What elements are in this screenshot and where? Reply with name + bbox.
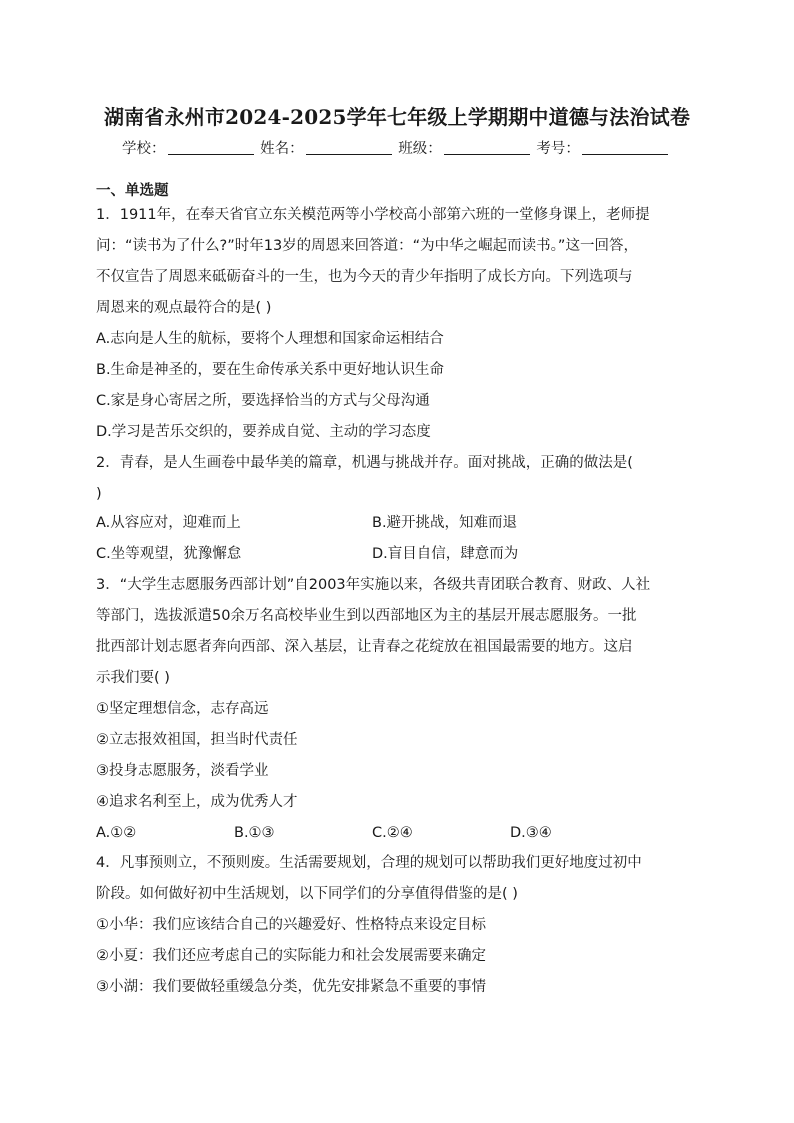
q3-option-b: B.①③ [234,825,275,841]
exam-number-blank [582,142,668,155]
name-blank [306,142,392,155]
q1-stem-line: 不仅宣告了周恩来砥砺奋斗的一生，也为今天的青少年指明了成长方向。下列选项与 [96,269,633,285]
q1-option-a: A.志向是人生的航标，要将个人理想和国家命运相结合 [96,331,444,347]
q1-option-b: B.生命是神圣的，要在生命传承关系中更好地认识生命 [96,362,445,378]
q2-stem-line: 2．青春，是人生画卷中最华美的篇章，机遇与挑战并存。面对挑战，正确的做法是( [96,455,633,471]
q4-statement: ③小湖：我们要做轻重缓急分类，优先安排紧急不重要的事情 [96,979,486,995]
q2-option-b: B.避开挑战，知难而退 [372,515,518,531]
class-blank [444,142,530,155]
section-heading: 一、单选题 [96,183,169,199]
q3-stem-line: 3．“大学生志愿服务西部计划”自2003年实施以来，各级共青团联合教育、财政、人社 [96,577,651,593]
q4-statement: ②小夏：我们还应考虑自己的实际能力和社会发展需要来确定 [96,948,486,964]
school-blank [168,142,254,155]
q3-stem-line: 示我们要( ) [96,670,170,686]
q1-option-d: D.学习是苦乐交织的，要养成自觉、主动的学习态度 [96,424,431,440]
student-info-row [122,137,670,158]
name-label: 姓名： [260,141,304,157]
q2-stem-line: ) [96,486,102,502]
q3-statement: ②立志报效祖国，担当时代责任 [96,732,298,748]
class-label: 班级： [398,141,442,157]
q2-option-c: C.坐等观望，犹豫懈怠 [96,546,242,562]
q1-option-c: C.家是身心寄居之所，要选择恰当的方式与父母沟通 [96,393,430,409]
q4-stem-line: 阶段。如何做好初中生活规划，以下同学们的分享值得借鉴的是( ) [96,886,518,902]
q3-stem-line: 批西部计划志愿者奔向西部、深入基层，让青春之花绽放在祖国最需要的地方。这启 [96,639,633,655]
q3-statement: ①坚定理想信念，志存高远 [96,701,269,717]
exam-title: 湖南省永州市2024-2025学年七年级上学期期中道德与法治试卷 [103,105,691,129]
q2-option-a: A.从容应对，迎难而上 [96,515,241,531]
exam-number-label: 考号： [536,141,580,157]
q4-statement: ①小华：我们应该结合自己的兴趣爱好、性格特点来设定目标 [96,917,486,933]
q3-option-d: D.③④ [510,825,552,841]
q3-option-a: A.①② [96,825,137,841]
q1-stem-line: 问：“读书为了什么?”时年13岁的周恩来回答道：“为中华之崛起而读书。”这一回答， [96,238,638,254]
school-label: 学校： [122,141,166,157]
q3-option-c: C.②④ [372,825,413,841]
q3-statement: ③投身志愿服务，淡看学业 [96,763,269,779]
q4-stem-line: 4．凡事预则立，不预则废。生活需要规划，合理的规划可以帮助我们更好地度过初中 [96,855,642,871]
q1-stem-line: 1．1911年，在奉天省官立东关模范两等小学校高小部第六班的一堂修身课上，老师提 [96,207,650,223]
q1-stem-line: 周恩来的观点最符合的是( ) [96,300,272,316]
q2-option-d: D.盲目自信，肆意而为 [372,546,519,562]
q3-stem-line: 等部门，选拔派遣50余万名高校毕业生到以西部地区为主的基层开展志愿服务。一批 [96,608,637,624]
q3-statement: ④追求名利至上，成为优秀人才 [96,794,298,810]
